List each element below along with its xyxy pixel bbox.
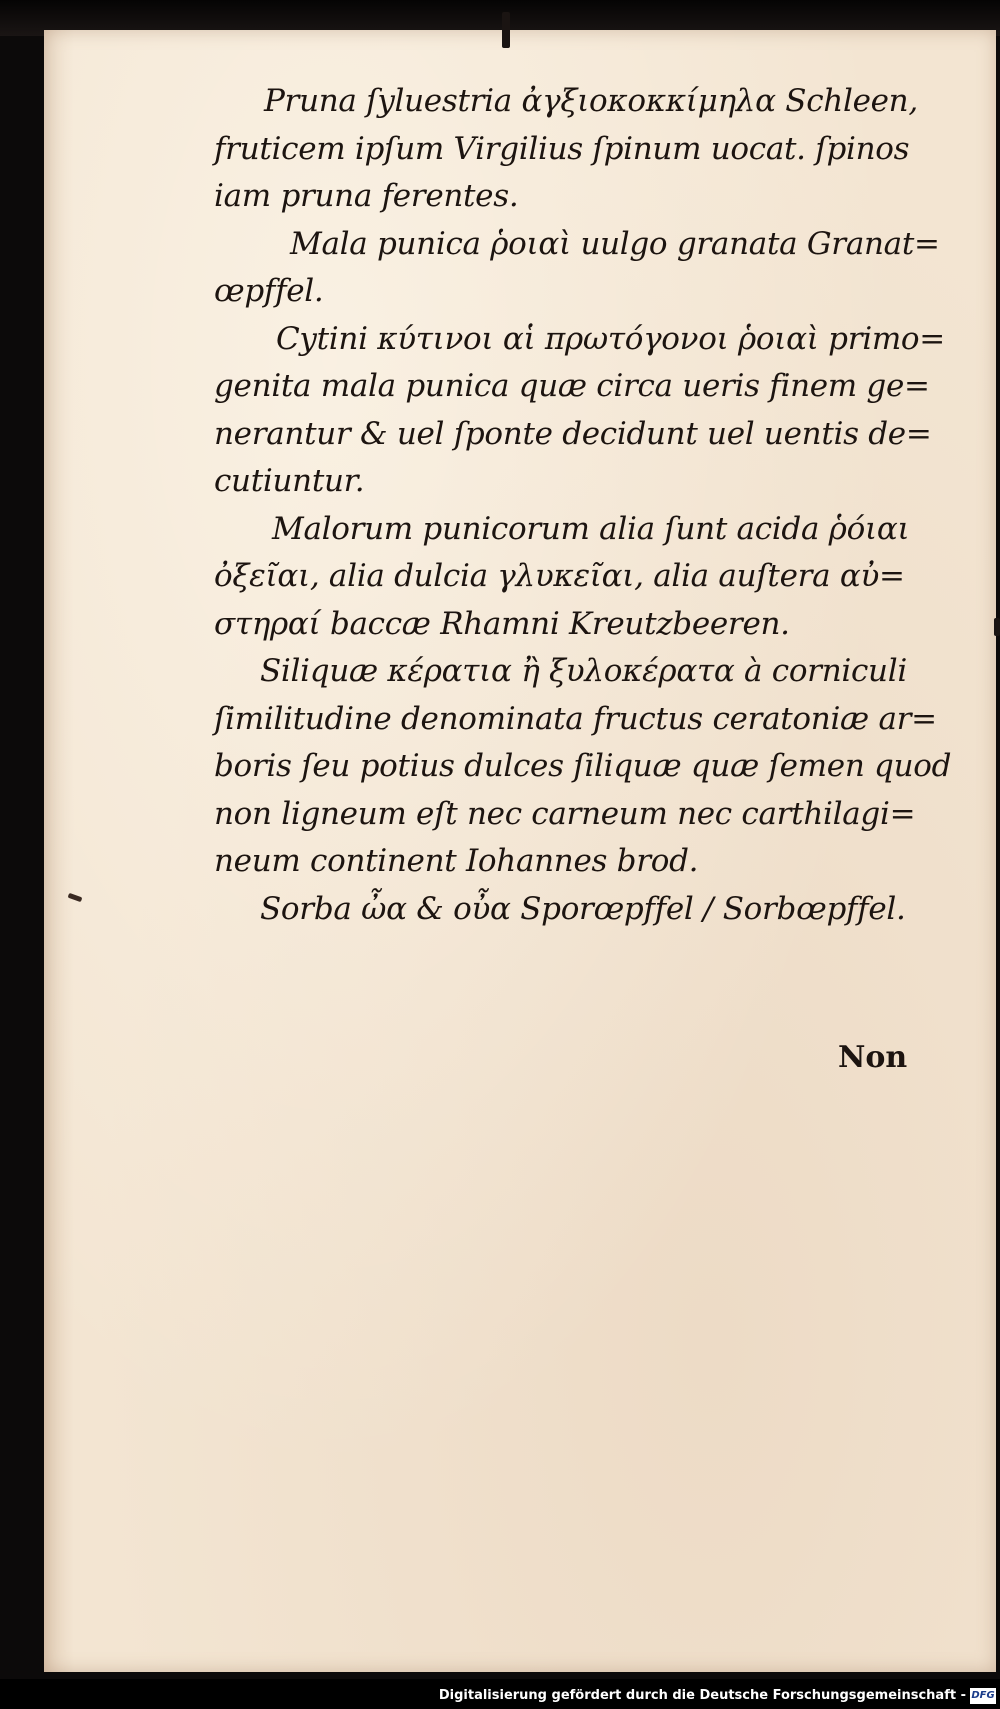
text-line: στηραί baccæ Rhamni Kreutzbeeren.: [214, 605, 790, 642]
text-line: cutiuntur.: [214, 463, 365, 499]
text-line: non ligneum eſt nec carneum nec carthilagi=: [214, 795, 916, 832]
text-line: Mala punica ῥοιαὶ uulgo granata Granat=: [290, 225, 940, 262]
paragraph-mala-punica: [214, 221, 940, 316]
footer-bar: [0, 1679, 1000, 1709]
paragraph-pruna: [214, 78, 934, 221]
paragraph-sorba: [214, 886, 934, 934]
page-tab-mark: [502, 12, 510, 48]
text-line: ὀξεῖαι, alia dulcia γλυκεῖαι, alia auſtera αὐ=: [214, 558, 905, 594]
paragraph-cytini: [214, 316, 945, 506]
text-line: genita mala punica quæ circa ueris finem ge=: [214, 368, 930, 404]
right-edge-mark: [994, 618, 1000, 636]
text-line: neum continent Iohannes brod.: [214, 843, 699, 879]
text-line: Sorba ὦα & οὖα Sporœpffel / Sorbœpffel.: [260, 890, 906, 927]
catchword: Non: [838, 1040, 908, 1075]
text-line: fruticem ipſum Virgilius ſpinum uocat. ſpinos: [214, 130, 910, 167]
footer-credit: Digitalisierung gefördert durch die Deutsche Forschungsgemeinschaft -: [438, 1688, 966, 1703]
text-line: Pruna ſyluestria ἀγξιοκοκκίμηλα Schleen,: [264, 83, 918, 119]
text-line: Malorum punicorum alia ſunt acida ῥόιαι: [272, 510, 910, 547]
text-line: boris ſeu potius dulces ſiliquæ quæ ſemen quod: [214, 748, 952, 784]
page-text: [214, 78, 952, 933]
paragraph-malorum: [214, 506, 934, 649]
text-line: nerantur & uel ſponte decidunt uel uentis de=: [214, 415, 932, 452]
text-line: ſimilitudine denominata fructus ceratoniæ ar=: [214, 700, 937, 737]
text-line: Cytini κύτινοι αἱ πρωτόγονοι ῥοιαὶ primo=: [276, 320, 945, 357]
paragraph-siliquae: [214, 648, 952, 886]
dfg-logo: DFG: [970, 1688, 996, 1704]
text-line: iam pruna ferentes.: [214, 178, 519, 214]
text-line: œpffel.: [214, 273, 324, 309]
text-line: Siliquæ κέρατια ἢ ξυλοκέρατα à corniculi: [260, 653, 907, 689]
